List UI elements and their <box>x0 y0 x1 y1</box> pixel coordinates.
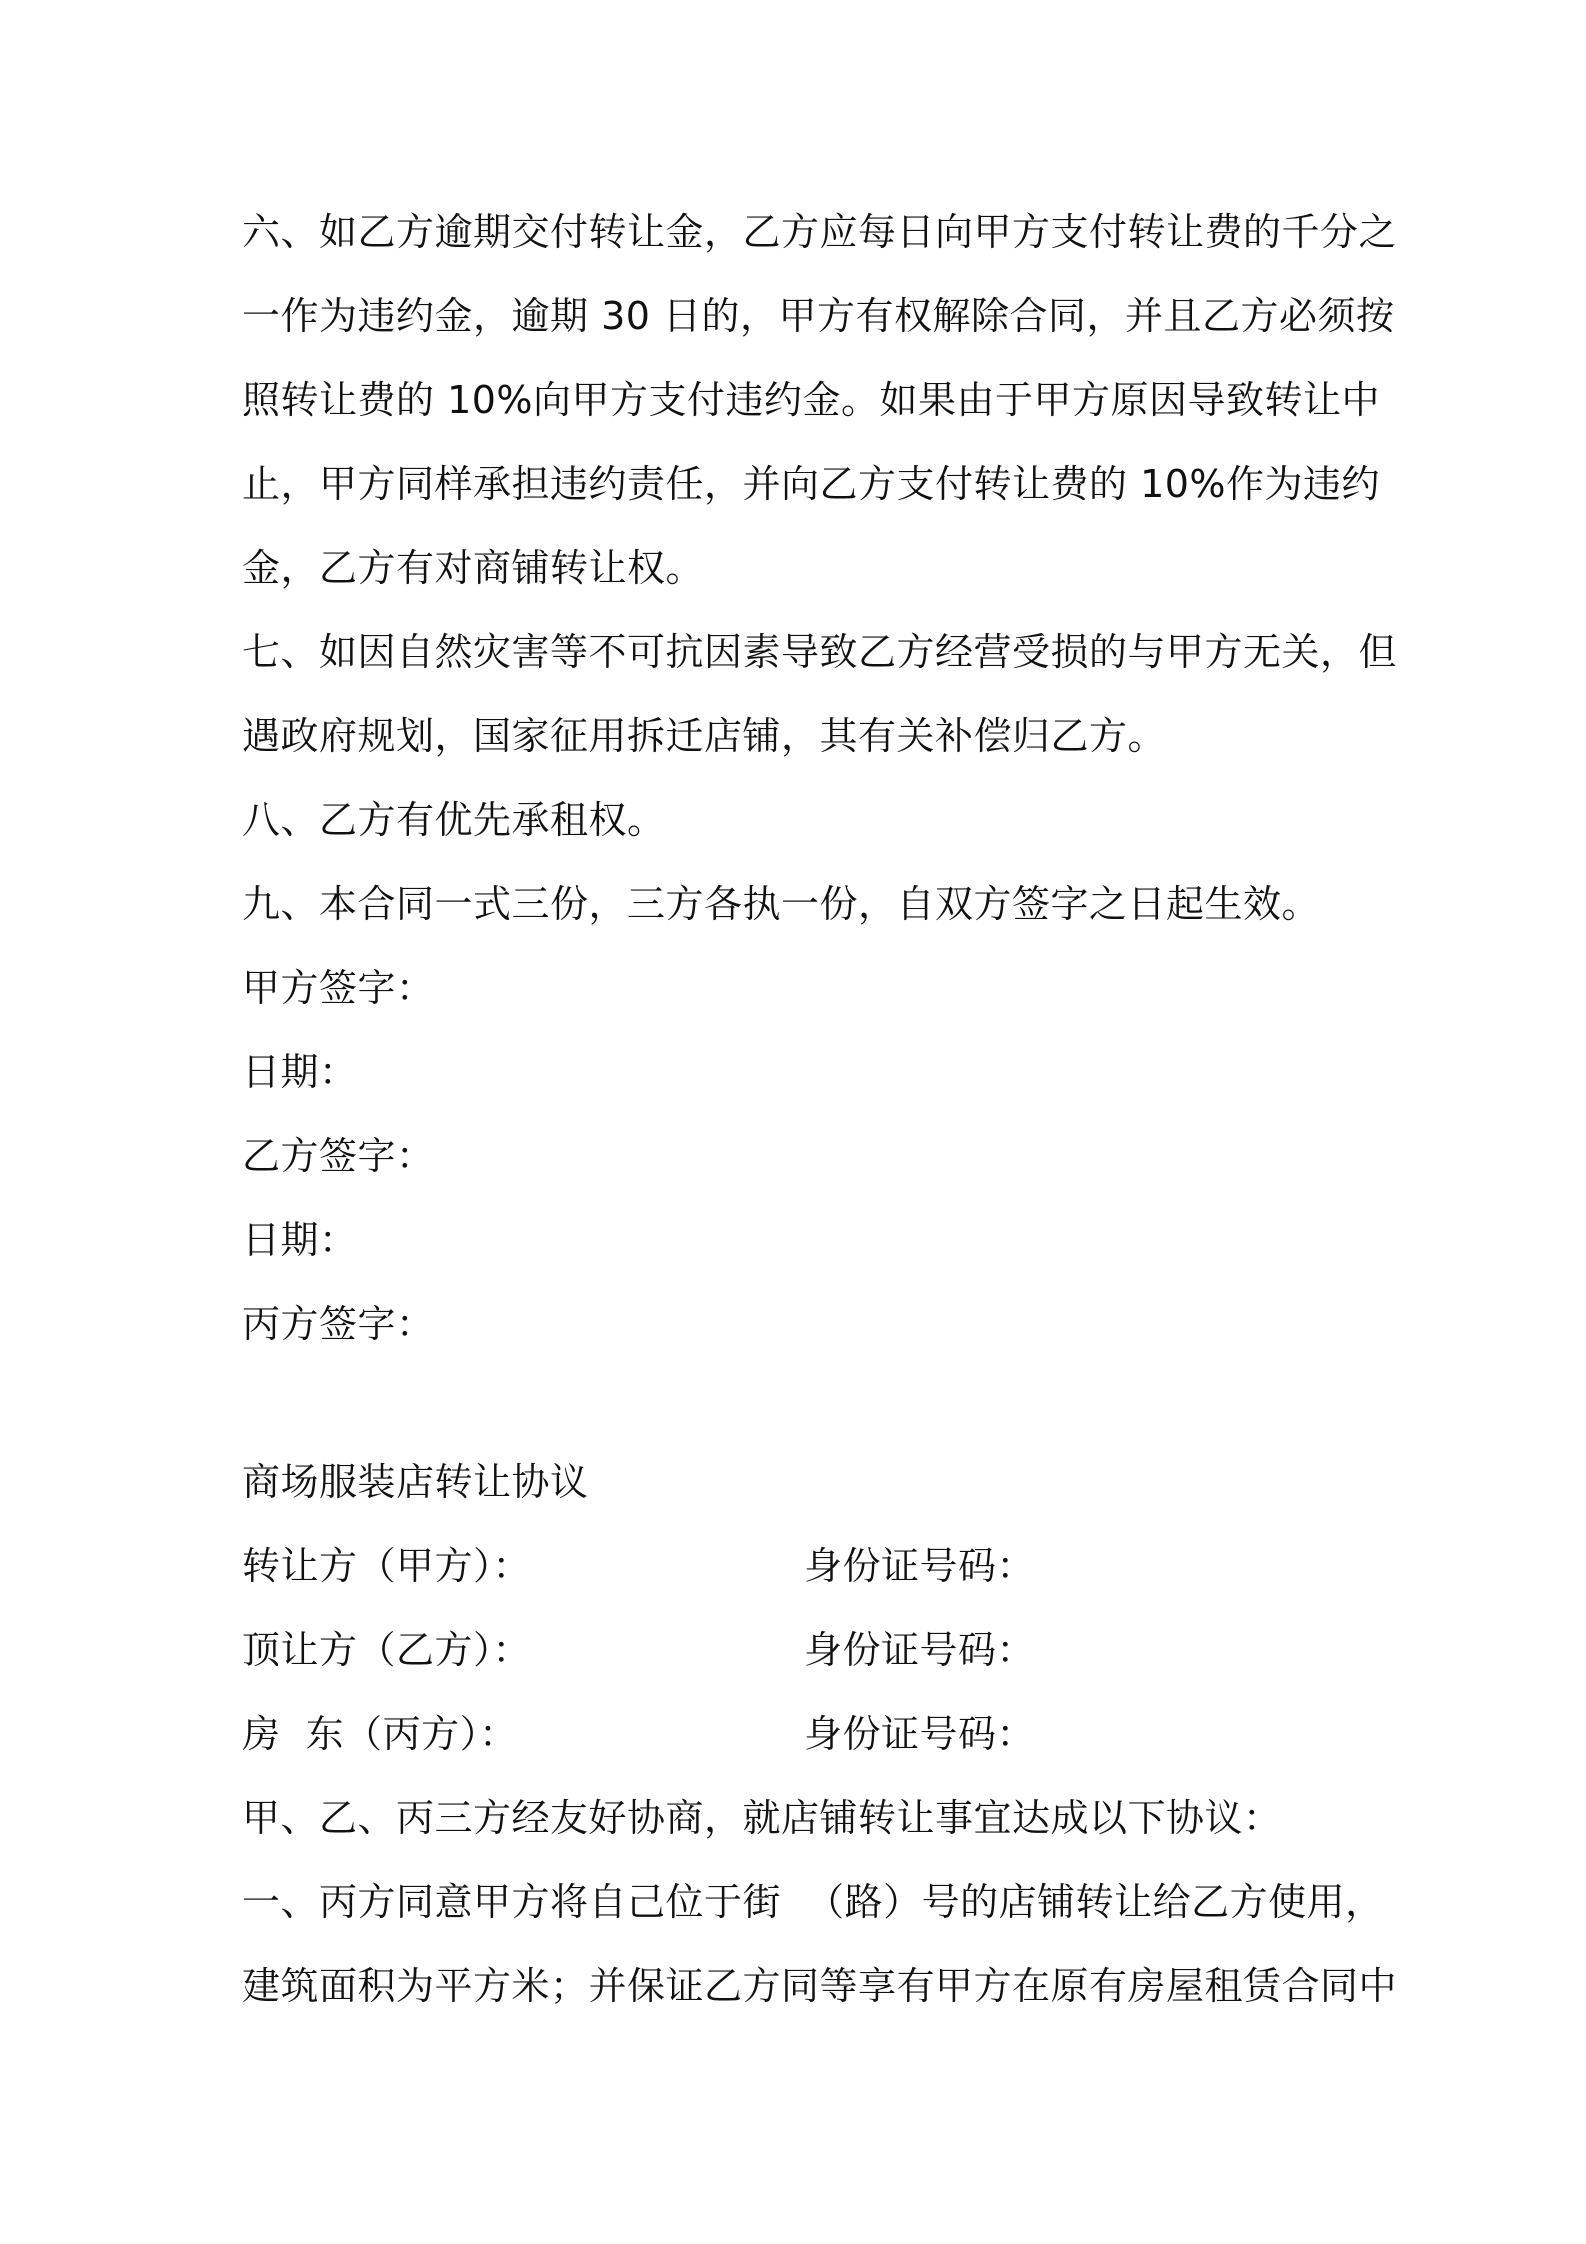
clause-one <box>242 1860 1398 2028</box>
party-row <box>242 1524 1362 1608</box>
party-b-signature-label: 乙方签字： <box>242 1134 435 1178</box>
clause-seven <box>242 610 1398 778</box>
clause-one-line: 建筑面积为平方米；并保证乙方同等享有甲方在原有房屋租赁合同中 <box>242 1964 1398 2008</box>
clause-nine: 九、本合同一式三份，三方各执一份，自双方签字之日起生效。 <box>242 882 1321 926</box>
clause-six-line: 金，乙方有对商铺转让权。 <box>242 546 705 590</box>
agreement-intro: 甲、乙、丙三方经友好协商，就店铺转让事宜达成以下协议： <box>242 1796 1282 1840</box>
clause-seven-line: 遇政府规划，国家征用拆迁店铺，其有关补偿归乙方。 <box>242 714 1167 758</box>
clause-six-line: 止，甲方同样承担违约责任，并向乙方支付转让费的 10%作为违约 <box>242 462 1381 506</box>
agreement-title: 商场服装店转让协议 <box>242 1460 589 1504</box>
clause-seven-line: 七、如因自然灾害等不可抗因素导致乙方经营受损的与甲方无关，但 <box>242 630 1398 674</box>
party-role-label: 房 东（丙方）： <box>242 1712 518 1756</box>
party-row <box>242 1692 1362 1776</box>
party-a-signature-label: 甲方签字： <box>242 966 435 1010</box>
clause-six-line: 一作为违约金，逾期 30 日的，甲方有权解除合同，并且乙方必须按 <box>242 294 1395 338</box>
clause-one-line: 一、丙方同意甲方将自己位于街 （路）号的店铺转让给乙方使用， <box>242 1880 1384 1924</box>
party-role-label: 转让方（甲方）： <box>242 1544 532 1588</box>
contract-part-two <box>242 1440 1398 2028</box>
clause-six-line: 照转让费的 10%向甲方支付违约金。如果由于甲方原因导致转让中 <box>242 378 1381 422</box>
id-number-label: 身份证号码： <box>804 1544 1036 1588</box>
clause-six <box>242 190 1398 610</box>
party-c-signature-label: 丙方签字： <box>242 1302 435 1346</box>
id-number-label: 身份证号码： <box>804 1628 1036 1672</box>
id-number-label: 身份证号码： <box>804 1712 1036 1756</box>
date-label: 日期： <box>242 1050 358 1094</box>
party-role-label: 顶让方（乙方）： <box>242 1628 532 1672</box>
party-row <box>242 1608 1362 1692</box>
contract-part-one <box>242 190 1398 1366</box>
date-label: 日期： <box>242 1218 358 1262</box>
clause-eight: 八、乙方有优先承租权。 <box>242 798 666 842</box>
clause-six-line: 六、如乙方逾期交付转让金，乙方应每日向甲方支付转让费的千分之 <box>242 210 1398 254</box>
